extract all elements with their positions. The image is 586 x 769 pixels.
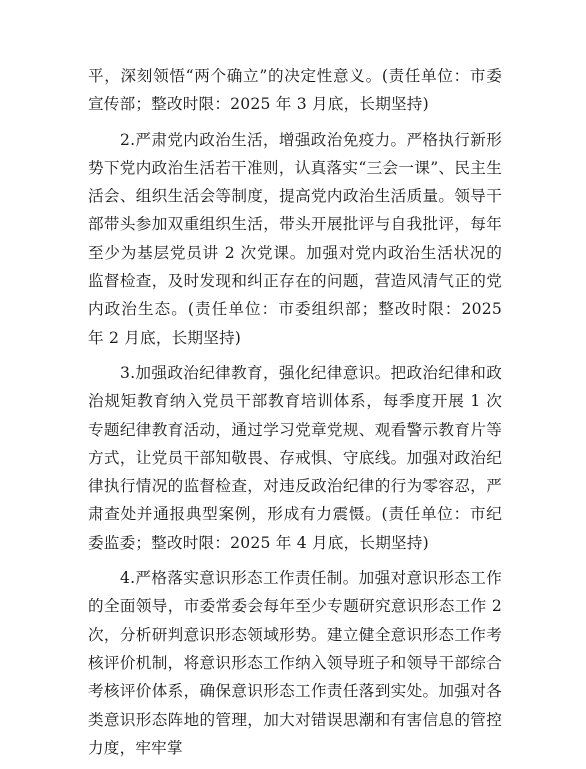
paragraph-item-2: 2.严肃党内政治生活，增强政治免疫力。严格执行新形势下党内政治生活若干准则，认真落实“三会一课”、民主生活会、组织生活会等制度，提高党内政治生活质量。领导干部带头参加双重组织生活，带头开展批评与自我批评，每年至少为基层党员讲 2 次党课。加强对党内政治生活状况的监督检查，及时发现和纠正存在的问题，营造风清气正的党内政治生态。(责任单位：市委组织部；整改时限：2025 年 2 月底，长期坚持) xyxy=(88,130,502,347)
paragraph-item-3: 3.加强政治纪律教育，强化纪律意识。把政治纪律和政治规矩教育纳入党员干部教育培训体系，每季度开展 1 次专题纪律教育活动，通过学习党章党规、观看警示教育片等方式，让党员干部知敬畏、存戒惧、守底线。加强对政治纪律执行情况的监督检查，对违反政治纪律的行为零容忍，严肃查处并通报典型案例，形成有力震慑。(责任单位：市纪委监委；整改时限：2025 年 4 月底，长期坚持) xyxy=(88,363,502,552)
document-body xyxy=(88,62,502,769)
paragraph-continuation: 平，深刻领悟“两个确立”的决定性意义。(责任单位：市委宣传部；整改时限：2025 年 3 月底，长期坚持) xyxy=(88,67,502,114)
paragraph-item-4: 4.严格落实意识形态工作责任制。加强对意识形态工作的全面领导，市委常委会每年至少专题研究意识形态工作 2 次，分析研判意识形态领域形势。建立健全意识形态工作考核评价机制，将意识形态工作纳入领导班子和领导干部综合考核评价体系，确保意识形态工作责任落到实处。加强对各类意识形态阵地的管理，加大对错误思潮和有害信息的管控力度，牢牢掌 xyxy=(88,569,502,757)
